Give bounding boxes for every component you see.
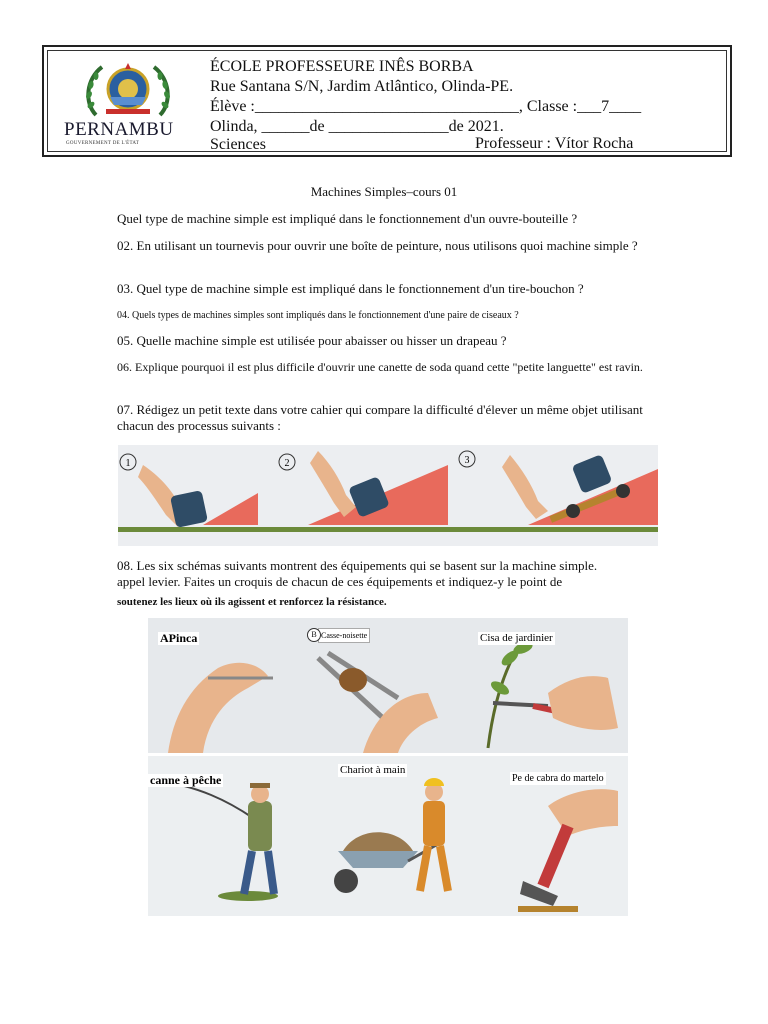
subject-label: Sciences xyxy=(210,136,266,153)
wheel-3a xyxy=(566,504,580,518)
school-name: ÉCOLE PROFESSEURE INÊS BORBA xyxy=(210,58,474,75)
hand-2 xyxy=(310,451,356,517)
walnut xyxy=(339,668,367,692)
levers-top-row xyxy=(148,618,628,753)
label-garden-shears: Cisa de jardinier xyxy=(480,632,553,644)
date-line: Olinda, ______de _______________de 2021. xyxy=(210,118,504,135)
hammer-handle xyxy=(543,826,568,886)
fisher-legs xyxy=(244,851,274,894)
wheelbarrow-wheel xyxy=(334,869,358,893)
hand-tweezers xyxy=(168,663,268,753)
hand-hammer xyxy=(548,789,618,836)
question-01: Quel type de machine simple est impliqué dans le fonctionnement d'un ouvre-bouteille ? xyxy=(117,211,578,226)
pernambuco-logo xyxy=(58,57,198,151)
question-07: 07. Rédigez un petit texte dans votre cahier qui compare la difficulté d'élever un même objet utilisant chacun des processus suivants : xyxy=(117,402,643,433)
step-1: 1 xyxy=(125,458,131,469)
question-04: 04. Quels types de machines simples sont impliqués dans le fonctionnement d'une paire de ciseaux ? xyxy=(117,310,519,321)
label-wheelbarrow: Chariot à main xyxy=(340,764,406,776)
step-2: 2 xyxy=(284,458,290,469)
question-02: 02. En utilisant un tournevis pour ouvrir une boîte de peinture, nous utilisons quoi machine simple ? xyxy=(117,238,638,253)
marker-b: B xyxy=(307,628,321,642)
fisher-body xyxy=(248,801,272,851)
ground-strip xyxy=(118,527,658,532)
school-address: Rue Santana S/N, Jardim Atlântico, Olinda-PE. xyxy=(210,78,514,95)
student-class-line: Élève :_________________________________, Classe :___7____ xyxy=(210,98,642,115)
logo-subtitle: GOUVERNEMENT DE L'ÉTAT xyxy=(66,141,140,146)
hand-nutcracker xyxy=(363,693,438,753)
hand-shears xyxy=(548,676,618,730)
block-3 xyxy=(572,454,613,494)
fisher-hat xyxy=(250,783,270,788)
worksheet-title: Machines Simples–cours 01 xyxy=(310,184,458,199)
question-06: 06. Explique pourquoi il est plus difficile d'ouvrir une canette de soda quand cette "petite languette" est ravin. xyxy=(117,360,643,374)
worker-body xyxy=(423,801,445,846)
worker-legs xyxy=(420,846,448,891)
label-fishing-rod: canne à pêche xyxy=(150,773,222,787)
step-3: 3 xyxy=(464,455,470,466)
wheelbarrow-load xyxy=(343,832,413,851)
plank xyxy=(518,906,578,912)
header-box xyxy=(42,45,732,157)
label-tweezers: APinca xyxy=(160,631,198,645)
question-03: 03. Quel type de machine simple est impliqué dans le fonctionnement d'un tire-bouchon ? xyxy=(117,281,584,296)
logo-wordmark: PERNAMBU xyxy=(64,119,174,140)
block-1 xyxy=(170,490,208,528)
question-08-bold: soutenez les lieux où ils agissent et renforcez la résistance. xyxy=(117,596,387,608)
wheel-3b xyxy=(616,484,630,498)
teacher-label: Professeur : Vítor Rocha xyxy=(475,135,634,152)
ramp-1 xyxy=(203,493,258,525)
worker-helmet xyxy=(424,778,444,786)
header-inner-frame xyxy=(47,50,727,152)
wheelbarrow-tray xyxy=(338,851,418,868)
lifting-methods-figure xyxy=(118,445,658,546)
question-08: 08. Les six schémas suivants montrent des équipements qui se basent sur la machine simple. appel levier. Faites un croquis de chacun de ces équipements et indiquez-y le point de xyxy=(117,558,598,589)
hammer-head xyxy=(520,881,558,906)
label-hammer: Pe de cabra do martelo xyxy=(512,773,604,784)
question-05: 05. Quelle machine simple est utilisée pour abaisser ou hisser un drapeau ? xyxy=(117,333,507,348)
levers-bottom-row xyxy=(148,756,628,916)
label-nutcracker: Casse-noisette xyxy=(318,628,370,643)
hand-3 xyxy=(502,455,548,519)
